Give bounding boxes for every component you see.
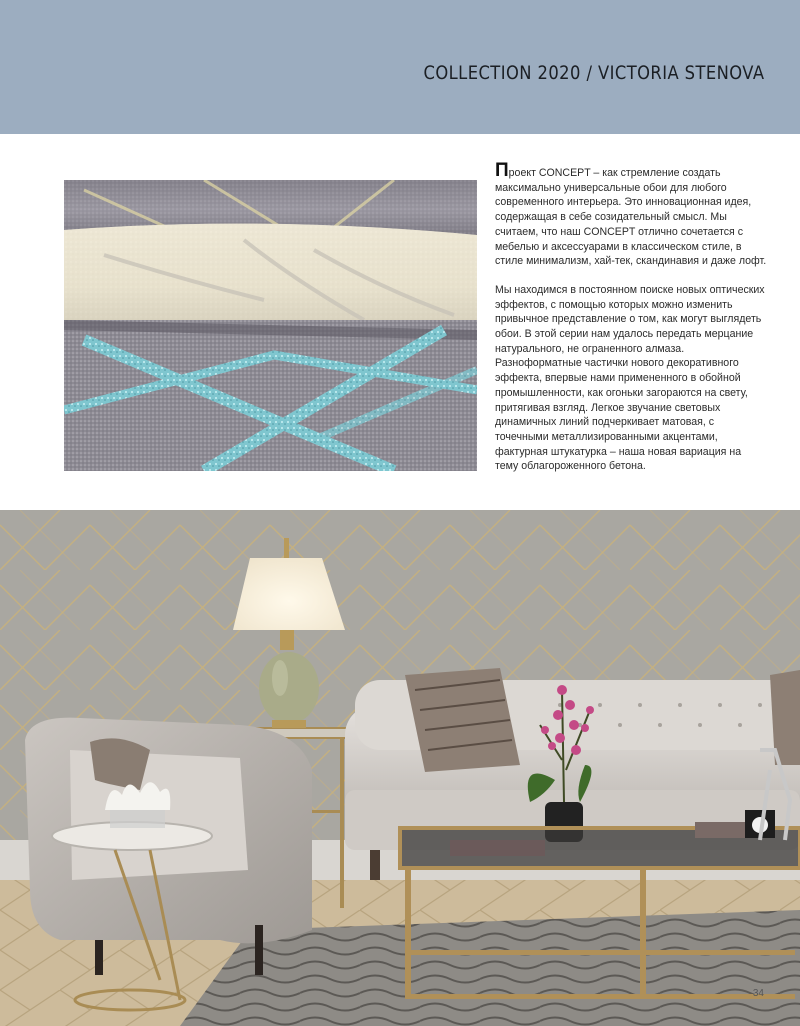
dropcap-letter: П: [495, 160, 509, 181]
article-text: [495, 160, 767, 488]
page-number: 34: [752, 988, 764, 999]
interior-photo: [0, 510, 800, 1026]
header-band: [0, 0, 800, 134]
wallpaper-closeup-photo: [64, 180, 477, 471]
article-paragraph-1: [495, 160, 767, 269]
article-paragraph-2: Мы находимся в постоянном поиске новых оптических эффектов, с помощью которых можно изменить привычное представление о том, как могут выглядеть обои. В этой серии нам удалось передать мерцание натурального, не ограненного алмаза. Разноформатные частички нового декоративного эффекта, впервые нами примененного в обойной промышленности, как огоньки загораются на свету, притягивая взгляд. Легкое звучание световых динамичных линий подчеркивает матовая, с точечными металлизированными акцентами, фактурная штукатурка – наша новая вариация на тему облагороженного бетона.: [495, 283, 765, 473]
page-title: COLLECTION 2020 / VICTORIA STENOVA: [423, 62, 764, 84]
paragraph-1-text: роект CONCEPT – как стремление создать максимально универсальные обои для любого современного интерьера. Это инновационная идея, содержащая в себе созидательный смысл. Мы считаем, что наш CONCEPT отлично сочетается с мебелью и аксессуарами в классическом стиле, в стиле минимализм, хай-тек, скандинавия и даже лофт.: [495, 167, 767, 268]
